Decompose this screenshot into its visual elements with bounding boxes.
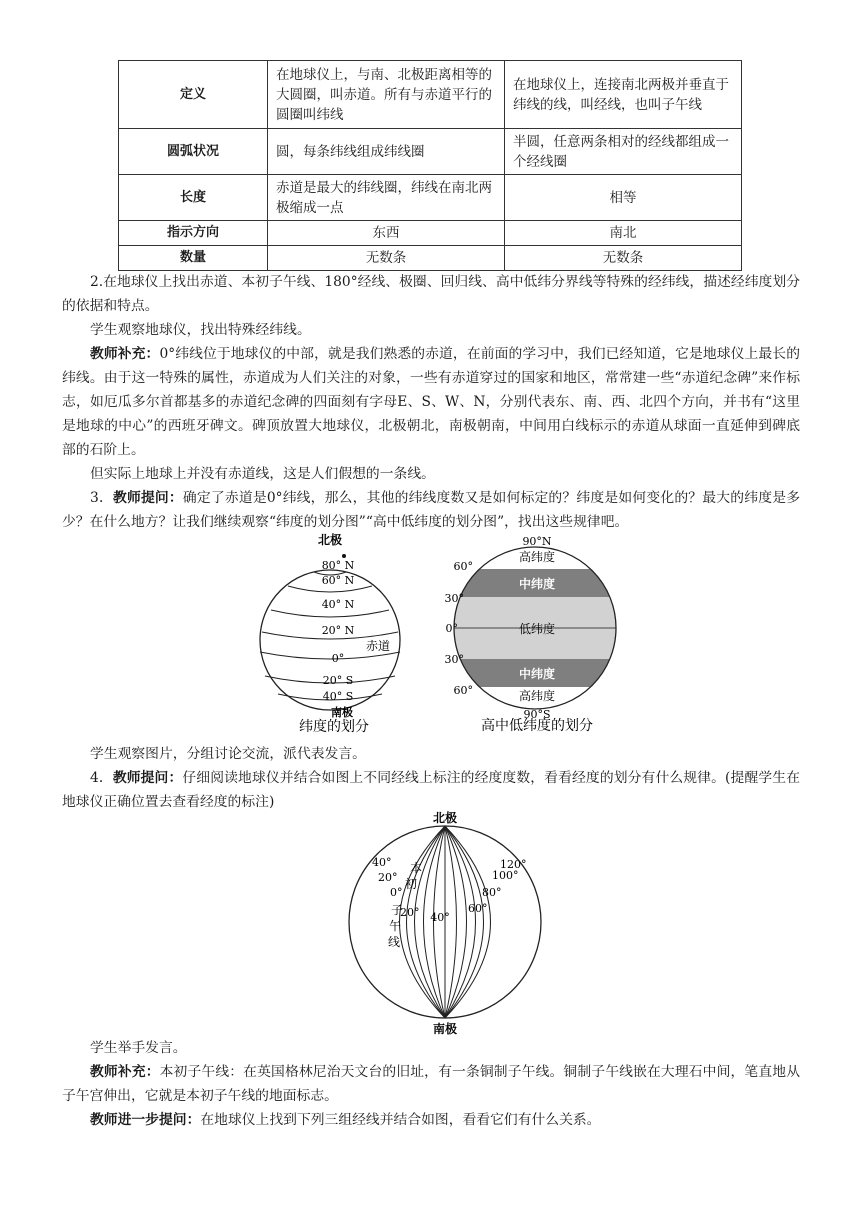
latitude-zones-figure [440, 534, 630, 734]
figure-caption: 高中低纬度的划分 [481, 718, 593, 734]
longitude-label: 0° [390, 886, 403, 899]
longitude-label: 120° [500, 858, 527, 871]
bold-label: 教师提问： [112, 770, 183, 786]
longitude-cell: 在地球仪上，连接南北两极并垂直于纬线的线，叫经线，也叫子午线 [505, 61, 742, 129]
prime-char: 线 [388, 935, 401, 949]
zone-label: 高纬度 [518, 550, 556, 564]
row-header: 指示方向 [119, 221, 268, 246]
paragraph-no-equator-line: 但实际上地球上并没有赤道线，这是人们假想的一条线。 [90, 466, 435, 482]
latitude-label: 40° N [321, 598, 355, 611]
north-pole-label: 北极 [317, 533, 343, 547]
boundary-label: 60° [453, 560, 473, 573]
prime-char: 午 [389, 919, 402, 933]
boundary-label: 30° [444, 653, 464, 666]
item-number: 3． [90, 490, 113, 506]
paragraph-2: 2.在地球仪上找出赤道、本初子午线、180°经线、极圈、回归线、高中低纬分界线等特殊的经纬线，描述经纬度划分的依据和特点。 [62, 274, 800, 314]
table-row [119, 175, 742, 221]
bold-label: 教师补充： [90, 1064, 160, 1080]
latitude-cell: 赤道是最大的纬线圈，纬线在南北两极缩成一点 [268, 175, 505, 221]
boundary-label: 60° [453, 684, 473, 697]
paragraph-students-discuss: 学生观察图片，分组讨论交流，派代表发言。 [90, 746, 366, 762]
table-row [119, 221, 742, 246]
latitude-division-figure [258, 528, 408, 738]
paragraph-text: 本初子午线：在英国格林尼治天文台的旧址，有一条铜制子午线。铜制子午线嵌在大理石中间，笔直地从子午宫伸出，它就是本初子午线的地面标志。 [62, 1064, 801, 1104]
prime-char: 初 [405, 877, 418, 891]
north-pole-point [342, 554, 346, 558]
boundary-label: 0° [445, 622, 458, 635]
longitude-label: 40° [430, 911, 450, 924]
zone-label: 低纬度 [518, 622, 556, 636]
bold-label: 教师补充： [90, 346, 160, 362]
bold-label: 教师进一步提问： [90, 1112, 201, 1128]
longitude-label: 20° [378, 871, 398, 884]
latitude-cell: 在地球仪上，与南、北极距离相等的大圆圈，叫赤道。所有与赤道平行的圆圈叫纬线 [268, 61, 505, 129]
prime-char: 本 [410, 861, 423, 875]
boundary-label: 30° [444, 592, 464, 605]
south-pole-label: 南极 [331, 706, 353, 719]
zone-label: 高纬度 [518, 689, 556, 703]
longitude-label: 80° [482, 886, 502, 899]
paragraph-text: 确定了赤道是0°纬线，那么，其他的纬线度数又是如何标定的？纬度是如何变化的？最大的纬度是多少？在什么地方？让我们继续观察“纬度的划分图”“高中低纬度的划分图”，找出这些规律吧。 [62, 490, 801, 530]
longitude-label: 60° [468, 902, 488, 915]
latitude-label: 80° N [321, 559, 355, 572]
longitude-cell: 南北 [505, 221, 742, 246]
longitude-cell: 半圆，任意两条相对的经线都组成一个经线圈 [505, 129, 742, 175]
longitude-division-figure [348, 806, 548, 1036]
longitude-label: 100° [492, 869, 519, 882]
table-row [119, 61, 742, 129]
longitude-label: 20° [400, 906, 420, 919]
table-row [119, 246, 742, 271]
item-number: 4． [90, 770, 113, 786]
paragraph-students-answer: 学生举手发言。 [90, 1040, 187, 1056]
figure-caption: 纬度的划分 [299, 719, 369, 735]
paragraph-text: 0°纬线位于地球仪的中部，就是我们熟悉的赤道，在前面的学习中，我们已经知道，它是地球仪上最长的纬线。由于这一特殊的属性，赤道成为人们关注的对象，一些有赤道穿过的国家和地区，常常建一些“赤道纪念碑”来作标志，如厄瓜多尔首都基多的赤道纪念碑的四面刻有字母E、S、W、N，分别代表东、南、西、北四个方向，并书有“这里是地球的中心”的西班牙碑文。碑顶放置大地球仪，北极朝北，南极朝南，中间用白线标示的赤道从球面一直延伸到碑底部的石阶上。 [62, 346, 800, 458]
zone-label: 中纬度 [518, 667, 556, 681]
north-label: 90°N [522, 535, 552, 548]
latitude-label: 20° N [321, 624, 355, 637]
latitude-label: 0° [331, 652, 345, 665]
row-header: 长度 [119, 175, 268, 221]
paragraph-3 [62, 486, 800, 534]
equator-label: 赤道 [365, 639, 391, 653]
row-header: 数量 [119, 246, 268, 271]
latitude-label: 60° N [321, 574, 355, 587]
latitude-label: 40° S [322, 690, 354, 703]
paragraph-text: 仔细阅读地球仪并结合如图上不同经线上标注的经度度数，看看经度的划分有什么规律。(提醒学生在地球仪正确位置去查看经度的标注) [62, 770, 800, 810]
lat-lon-comparison-table [118, 60, 742, 271]
longitude-cell: 相等 [505, 175, 742, 221]
paragraph-students-observe: 学生观察地球仪，找出特殊经纬线。 [90, 322, 311, 338]
latitude-cell: 圆，每条纬线组成纬线圈 [268, 129, 505, 175]
paragraph-prime-meridian [62, 1060, 800, 1108]
latitude-label: 20° S [322, 674, 354, 687]
paragraph-teacher-supplement [62, 342, 800, 462]
table-row [119, 129, 742, 175]
row-header: 定义 [119, 61, 268, 129]
zone-label: 中纬度 [518, 577, 556, 591]
south-label: 90°S [523, 708, 551, 721]
prime-char: 子 [391, 903, 404, 917]
latitude-cell: 东西 [268, 221, 505, 246]
south-pole-label: 南极 [432, 1022, 458, 1036]
north-pole-label: 北极 [432, 811, 458, 825]
longitude-cell: 无数条 [505, 246, 742, 271]
latitude-cell: 无数条 [268, 246, 505, 271]
row-header: 圆弧状况 [119, 129, 268, 175]
paragraph-text: 在地球仪上找到下列三组经线并结合如图，看看它们有什么关系。 [200, 1112, 601, 1128]
paragraph-further-question [62, 1108, 800, 1132]
longitude-label: 40° [372, 856, 392, 869]
bold-label: 教师提问： [112, 490, 183, 506]
